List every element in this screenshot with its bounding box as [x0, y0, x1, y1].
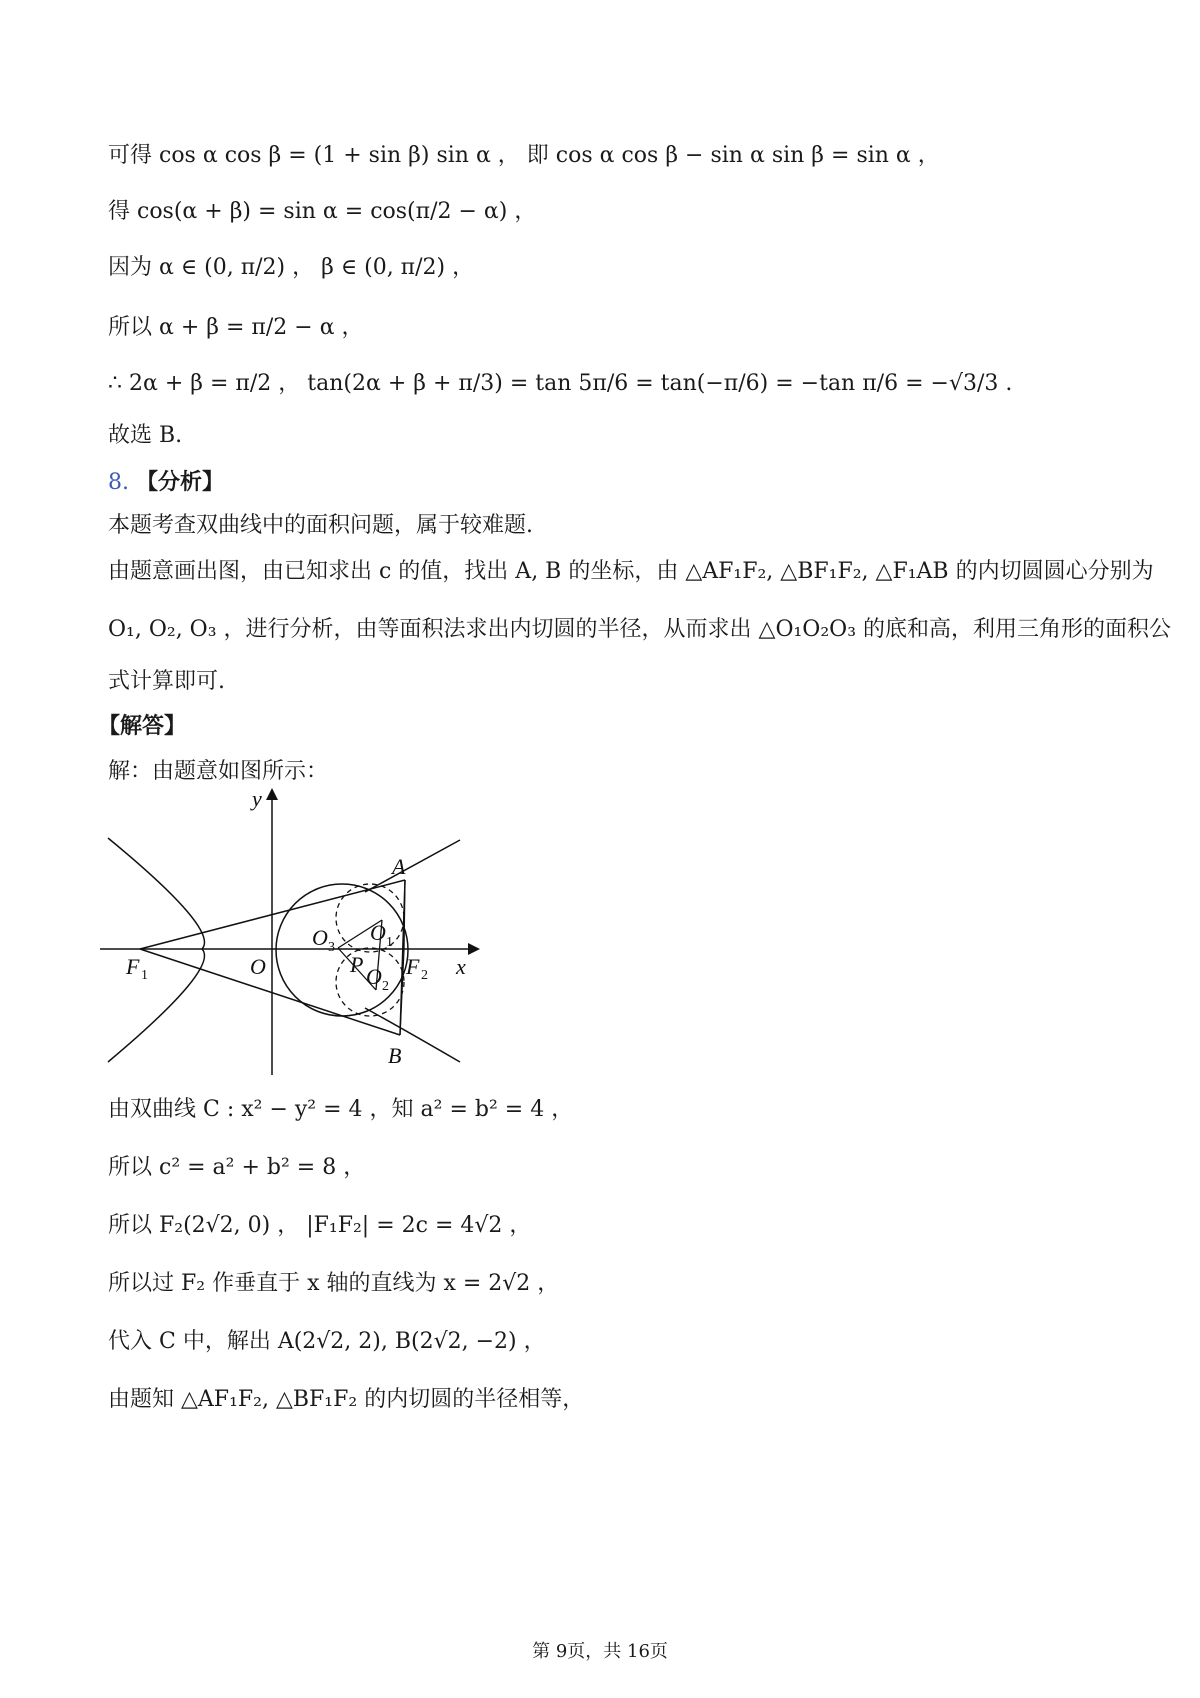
label-F1-sub: 1	[141, 968, 148, 983]
label-B: B	[388, 1043, 402, 1068]
label-O1: O	[370, 920, 386, 945]
label-y: y	[252, 786, 262, 811]
text-line-5: ∴ 2α + β = π/2 ， tan(2α + β + π/3) = tan 5π/6 = tan(−π/6) = −tan π/6 = −√3/3 .	[108, 371, 1013, 396]
text-line-11: 式计算即可.	[108, 669, 225, 694]
label-F1: F	[126, 954, 140, 979]
label-F2: F	[406, 954, 420, 979]
label-F2-sub: 2	[421, 968, 428, 983]
text-line-10: O₁, O₂, O₃ ，进行分析，由等面积法求出内切圆的半径，从而求出 △O₁O₂O₃ 的底和高，利用三角形的面积公	[108, 617, 1172, 642]
label-O3-sub: 3	[328, 940, 335, 955]
label-O2-sub: 2	[382, 979, 389, 994]
text-line-6: 故选 B.	[108, 423, 183, 448]
label-P: P	[350, 952, 364, 977]
incircle-O3	[276, 884, 408, 1016]
text-line-3: 因为 α ∈ (0, π/2) ， β ∈ (0, π/2) ，	[108, 255, 475, 280]
y-axis-arrow	[266, 788, 278, 800]
text-line-14: 由双曲线 C : x² − y² = 4 ，知 a² = b² = 4 ，	[108, 1097, 574, 1122]
section-heading-solution: 【解答】	[98, 713, 187, 739]
text-line-13: 解：由题意如图所示：	[108, 759, 329, 784]
section-heading-analysis	[108, 466, 224, 499]
text-line-4: 所以 α + β = π/2 − α ，	[108, 315, 364, 340]
text-line-17: 所以过 F₂ 作垂直于 x 轴的直线为 x = 2√2 ，	[108, 1271, 560, 1296]
text-line-19: 由题知 △AF₁F₂, △BF₁F₂ 的内切圆的半径相等，	[108, 1387, 585, 1412]
label-x: x	[456, 954, 466, 979]
hyperbola-left-branch	[108, 838, 204, 1062]
text-line-8: 本题考查双曲线中的面积问题，属于较难题.	[108, 513, 533, 538]
text-line-9: 由题意画出图，由已知求出 c 的值，找出 A, B 的坐标，由 △AF₁F₂, △BF₁F₂, △F₁AB 的内切圆圆心分别为	[108, 559, 1154, 584]
label-O: O	[250, 954, 266, 979]
label-O1-sub: 1	[386, 935, 393, 950]
x-axis-arrow	[468, 943, 480, 955]
page-footer: 第 9页，共 16页	[532, 1641, 668, 1662]
label-O2: O	[366, 964, 382, 989]
label-A: A	[392, 854, 406, 879]
text-line-1: 可得 cos α cos β = (1 + sin β) sin α ， 即 cos α cos β − sin α sin β = sin α ，	[108, 143, 940, 168]
hyperbola-figure	[108, 786, 488, 1078]
text-line-15: 所以 c² = a² + b² = 8 ，	[108, 1155, 366, 1180]
hyperbola-right-lower	[365, 1008, 460, 1062]
text-line-16: 所以 F₂(2√2, 0) ， |F₁F₂| = 2c = 4√2 ，	[108, 1213, 532, 1238]
analysis-label: 【分析】	[136, 469, 225, 495]
hyperbola-right-upper	[365, 840, 460, 892]
label-O3: O	[312, 925, 328, 950]
text-line-18: 代入 C 中，解出 A(2√2, 2), B(2√2, −2) ，	[108, 1329, 546, 1354]
question-number: 8.	[108, 470, 129, 495]
text-line-2: 得 cos(α + β) = sin α = cos(π/2 − α) ，	[108, 199, 537, 224]
